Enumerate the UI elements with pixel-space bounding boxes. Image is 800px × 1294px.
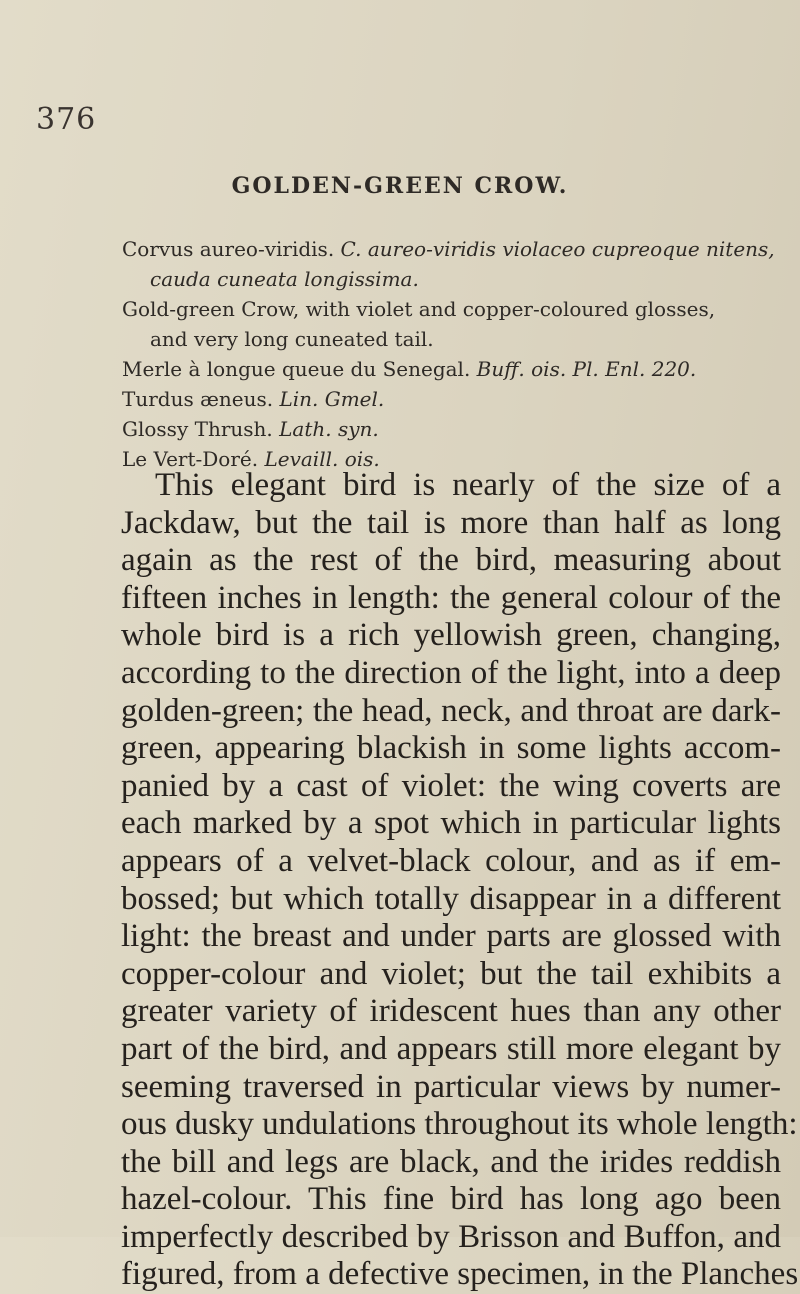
synonym-line <box>122 233 775 265</box>
synonym-plain: Turdus æneus. <box>122 387 280 411</box>
body-line: fifteen inches in length: the general colour of the <box>121 579 781 616</box>
body-line: light: the breast and under parts are glossed with <box>121 918 781 955</box>
body-line: appears of a velvet-black colour, and as if em- <box>121 842 781 879</box>
body-line: the bill and legs are black, and the irides reddish <box>121 1143 781 1180</box>
synonym-plain: Gold-green Crow, with violet and copper-coloured glosses, <box>122 297 716 321</box>
synonym-italic: Levaill. ois. <box>264 447 380 471</box>
synonym-italic: Buff. ois. <box>476 357 567 381</box>
synonym-line <box>150 323 790 355</box>
body-line: whole bird is a rich yellowish green, changing, <box>121 617 781 654</box>
synonym-after: Pl. Enl. 220. <box>566 357 697 381</box>
page-number: 376 <box>36 102 97 137</box>
synonym-plain: Corvus aureo-viridis. <box>122 237 341 261</box>
body-line: hazel-colour. This fine bird has long ago been <box>121 1181 781 1218</box>
body-line: ous dusky undulations throughout its whole length: <box>121 1106 798 1143</box>
body-line: greater variety of iridescent hues than any other <box>121 993 781 1030</box>
synonym-plain: Glossy Thrush. <box>122 417 280 441</box>
body-line: bossed; but which totally disappear in a different <box>121 880 781 917</box>
synonym-plain: and very long cuneated tail. <box>150 327 434 351</box>
body-line: panied by a cast of violet: the wing coverts are <box>121 767 781 804</box>
body-line: imperfectly described by Brisson and Buffon, and <box>121 1218 781 1255</box>
body-paragraph <box>121 467 799 1294</box>
synonym-line <box>122 413 762 445</box>
synonym-italic: C. aureo-viridis violaceo cupreoque nitens, <box>340 237 775 261</box>
synonym-line <box>122 353 762 385</box>
body-line: copper-colour and violet; but the tail exhibits a <box>121 955 781 992</box>
page-title: GOLDEN-GREEN CROW. <box>231 173 569 199</box>
synonym-plain: Merle à longue queue du Senegal. <box>122 357 477 381</box>
synonym-line <box>150 263 790 295</box>
body-line: each marked by a spot which in particular lights <box>121 805 781 842</box>
synonym-line <box>122 383 762 415</box>
synonym-plain: Le Vert-Doré. <box>122 447 265 471</box>
body-line: green, appearing blackish in some lights accom- <box>121 730 781 767</box>
body-line: again as the rest of the bird, measuring about <box>121 542 781 579</box>
body-line: according to the direction of the light, into a deep <box>121 654 781 691</box>
body-line: figured, from a defective specimen, in the Planches <box>121 1256 799 1293</box>
synonym-italic: Lin. Gmel. <box>279 387 385 411</box>
body-line: Jackdaw, but the tail is more than half as long <box>121 504 781 541</box>
synonym-line <box>122 293 762 325</box>
body-line: golden-green; the head, neck, and throat are dark- <box>121 692 781 729</box>
synonym-italic: Lath. syn. <box>279 417 379 441</box>
body-line: seeming traversed in particular views by numer- <box>121 1068 781 1105</box>
synonym-italic: cauda cuneata longissima. <box>150 267 419 291</box>
body-line: part of the bird, and appears still more elegant by <box>121 1030 781 1067</box>
body-line: This elegant bird is nearly of the size of a <box>155 467 781 503</box>
